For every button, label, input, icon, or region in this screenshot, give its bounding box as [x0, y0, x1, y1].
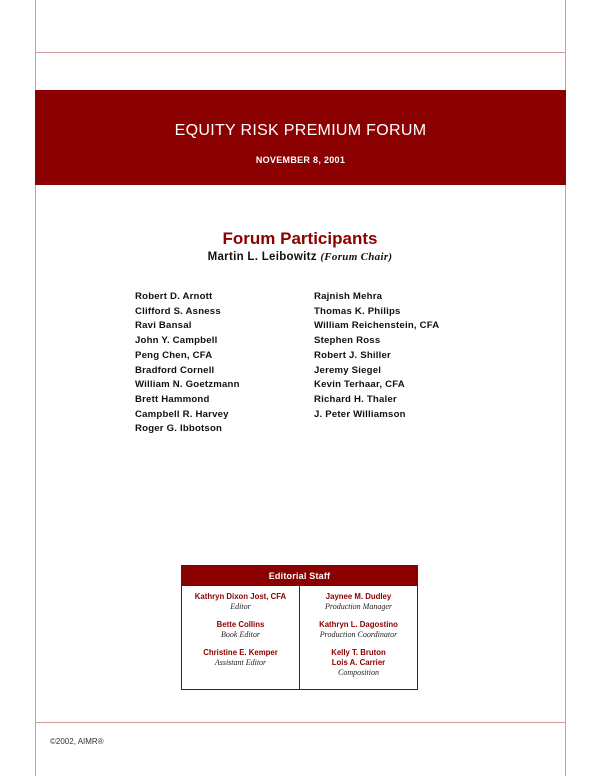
editorial-left-column — [182, 586, 300, 689]
staff-role: Production Coordinator — [319, 630, 398, 639]
editorial-staff-box — [181, 565, 418, 690]
participant-name: Kevin Terhaar, CFA — [314, 379, 405, 391]
participant-name: J. Peter Williamson — [314, 408, 406, 420]
participant-name: Brett Hammond — [135, 393, 210, 405]
staff-role: Book Editor — [221, 630, 260, 639]
participant-name: Ravi Bansal — [135, 320, 192, 332]
staff-entry — [182, 592, 299, 612]
staff-entry — [300, 620, 417, 640]
participant-name: Robert J. Shiller — [314, 349, 391, 361]
editorial-staff-heading: Editorial Staff — [182, 566, 417, 586]
staff-name: Jaynee M. Dudley — [325, 592, 392, 601]
bottom-rule — [35, 722, 566, 723]
participant-name: Peng Chen, CFA — [135, 349, 213, 361]
title-banner — [35, 90, 566, 185]
chair-note: (Forum Chair) — [320, 251, 393, 263]
participant-name: Roger G. Ibbotson — [135, 423, 223, 435]
participant-name: Bradford Cornell — [135, 364, 215, 376]
staff-name: Kelly T. Bruton — [331, 648, 386, 657]
editorial-right-column — [300, 586, 417, 689]
participant-name: Richard H. Thaler — [314, 393, 397, 405]
participants-right-column — [314, 290, 439, 422]
forum-chair — [0, 251, 600, 263]
staff-entry — [182, 648, 299, 668]
staff-role: Production Manager — [324, 602, 393, 611]
participants-left-column — [135, 290, 240, 437]
participant-name: William Reichenstein, CFA — [314, 320, 440, 332]
forum-date: NOVEMBER 8, 2001 — [255, 155, 346, 165]
staff-name: Kathryn L. Dagostino — [319, 620, 398, 629]
staff-name: Kathryn Dixon Jost, CFA — [194, 592, 287, 601]
participant-name: Robert D. Arnott — [135, 291, 213, 302]
staff-entry — [182, 620, 299, 640]
top-rule — [35, 52, 566, 53]
participant-name: Clifford S. Asness — [135, 305, 221, 317]
participant-name: John Y. Campbell — [135, 335, 218, 347]
participant-name: Jeremy Siegel — [314, 364, 382, 376]
staff-name: Christine E. Kemper — [203, 648, 278, 657]
participant-name: Thomas K. Philips — [314, 305, 401, 317]
participant-name: William N. Goetzmann — [135, 379, 240, 391]
participant-name: Campbell R. Harvey — [135, 408, 229, 420]
staff-role: Assistant Editor — [214, 658, 267, 667]
participants-heading: Forum Participants — [222, 229, 378, 248]
forum-title: EQUITY RISK PREMIUM FORUM — [174, 122, 427, 139]
staff-name: Lois A. Carrier — [331, 658, 386, 667]
participant-name: Rajnish Mehra — [314, 291, 383, 302]
staff-role: Editor — [230, 602, 251, 611]
staff-name: Bette Collins — [216, 620, 265, 629]
participant-name: Stephen Ross — [314, 335, 381, 347]
staff-entry — [300, 648, 417, 678]
copyright-notice: ©2002, AIMR® — [50, 737, 104, 746]
staff-role: Composition — [338, 668, 379, 677]
chair-name: Martin L. Leibowitz — [207, 251, 317, 263]
staff-entry — [300, 592, 417, 612]
